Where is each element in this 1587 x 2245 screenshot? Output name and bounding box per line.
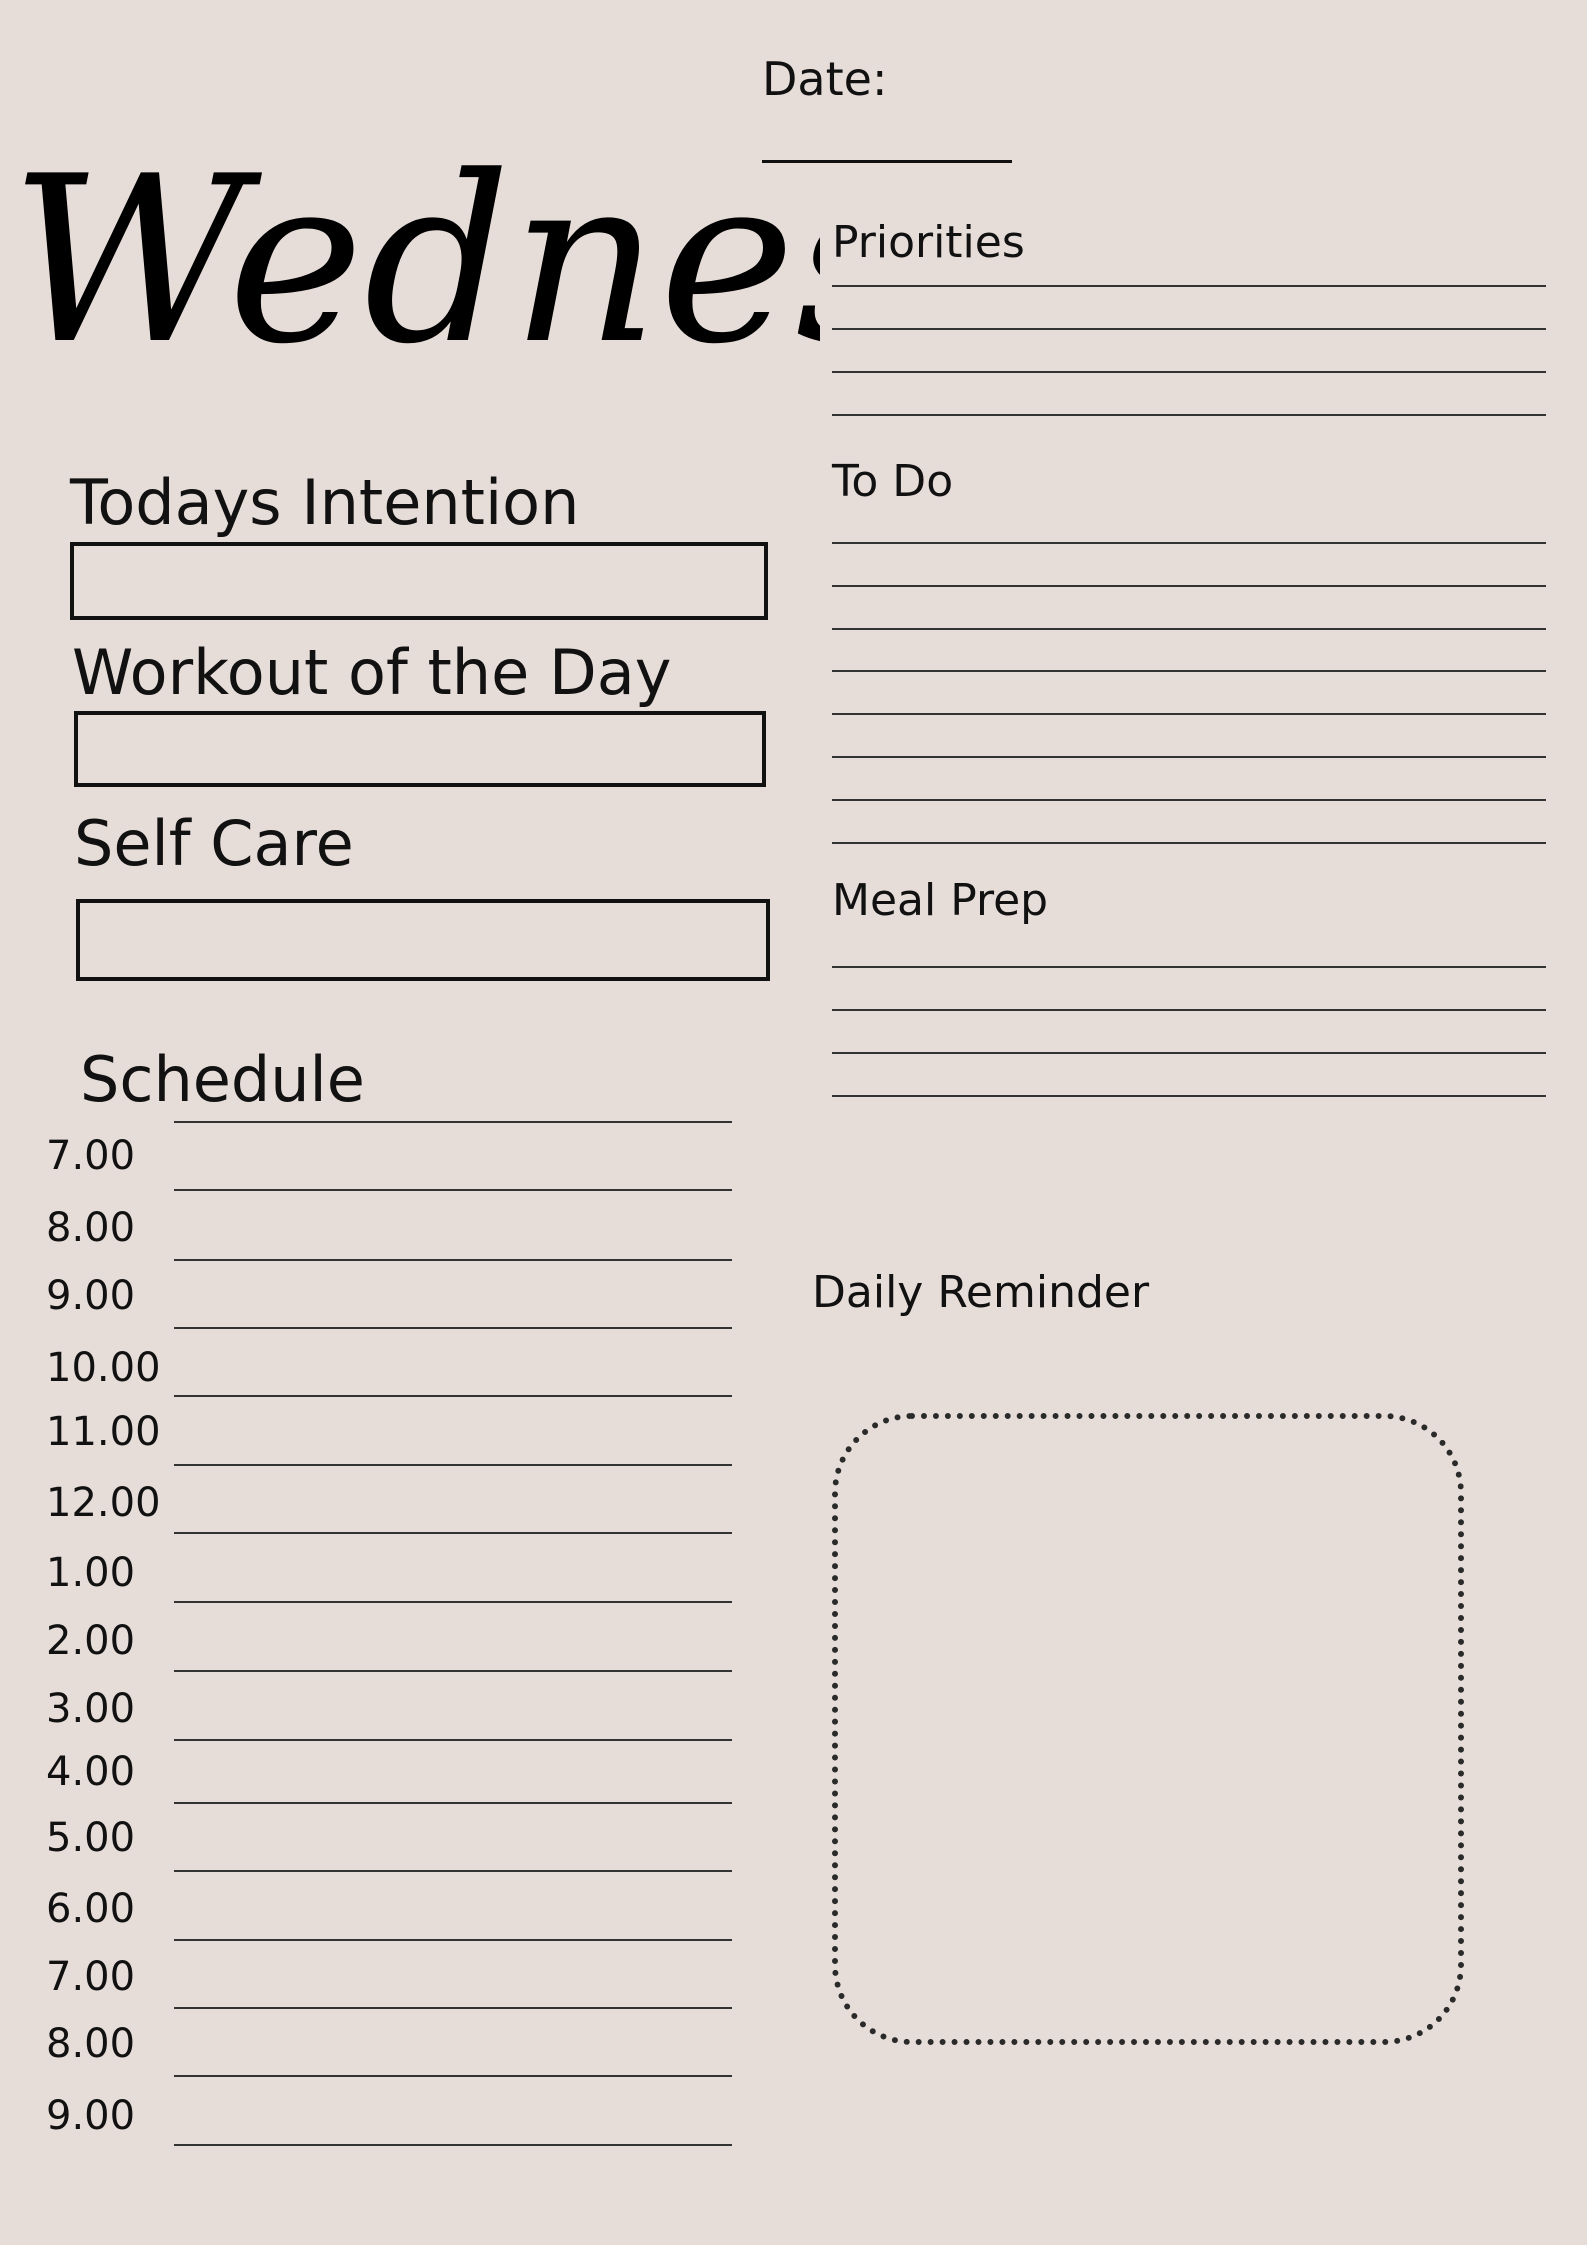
self-care-box[interactable] [76,899,770,981]
schedule-time: 11.00 [46,1409,161,1455]
schedule-time: 7.00 [46,1954,136,2000]
schedule-line[interactable] [174,1670,732,1672]
priorities-line[interactable] [832,414,1546,416]
todo-line[interactable] [832,713,1546,715]
daily-reminder-box[interactable] [832,1413,1464,2045]
schedule-line[interactable] [174,1739,732,1741]
day-title-text: Wedne [10,128,796,395]
schedule-time: 12.00 [46,1480,161,1526]
priorities-heading: Priorities [832,217,1025,268]
schedule-time: 8.00 [46,2021,136,2067]
meal-prep-heading: Meal Prep [832,875,1049,926]
todays-intention-box[interactable] [70,542,768,620]
schedule-time: 4.00 [46,1749,136,1795]
schedule-line[interactable] [174,1802,732,1804]
todo-line[interactable] [832,628,1546,630]
todo-line[interactable] [832,585,1546,587]
schedule-line[interactable] [174,1189,732,1191]
workout-heading: Workout of the Day [72,636,672,709]
schedule-time: 6.00 [46,1886,136,1932]
day-title [0,40,820,460]
schedule-line[interactable] [174,1601,732,1603]
schedule-time: 1.00 [46,1550,136,1596]
schedule-line[interactable] [174,2144,732,2146]
schedule-line[interactable] [174,2075,732,2077]
meal-prep-line[interactable] [832,1095,1546,1097]
schedule-time: 10.00 [46,1345,161,1391]
todo-line[interactable] [832,799,1546,801]
todo-line[interactable] [832,542,1546,544]
schedule-time: 2.00 [46,1618,136,1664]
meal-prep-line[interactable] [832,1052,1546,1054]
schedule-line[interactable] [174,1464,732,1466]
todays-intention-heading: Todays Intention [70,466,580,539]
workout-box[interactable] [74,711,766,787]
meal-prep-line[interactable] [832,1009,1546,1011]
schedule-time: 3.00 [46,1686,136,1732]
schedule-line[interactable] [174,1259,732,1261]
priorities-line[interactable] [832,285,1546,287]
schedule-line[interactable] [174,1939,732,1941]
schedule-line[interactable] [174,2007,732,2009]
meal-prep-line[interactable] [832,966,1546,968]
date-label: Date: [762,52,888,106]
self-care-heading: Self Care [74,807,354,880]
schedule-time: 8.00 [46,1205,136,1251]
schedule-time: 9.00 [46,1273,136,1319]
schedule-line[interactable] [174,1327,732,1329]
schedule-line[interactable] [174,1870,732,1872]
schedule-line[interactable] [174,1121,732,1123]
todo-heading: To Do [832,456,954,507]
todo-line[interactable] [832,842,1546,844]
todo-line[interactable] [832,670,1546,672]
date-line[interactable] [762,160,1012,163]
priorities-line[interactable] [832,328,1546,330]
todo-line[interactable] [832,756,1546,758]
schedule-time: 5.00 [46,1815,136,1861]
schedule-heading: Schedule [80,1043,365,1116]
day-title-svg [0,40,820,460]
schedule-time: 9.00 [46,2093,136,2139]
priorities-line[interactable] [832,371,1546,373]
schedule-time: 7.00 [46,1133,136,1179]
schedule-line[interactable] [174,1395,732,1397]
daily-reminder-heading: Daily Reminder [812,1267,1150,1318]
schedule-line[interactable] [174,1532,732,1534]
